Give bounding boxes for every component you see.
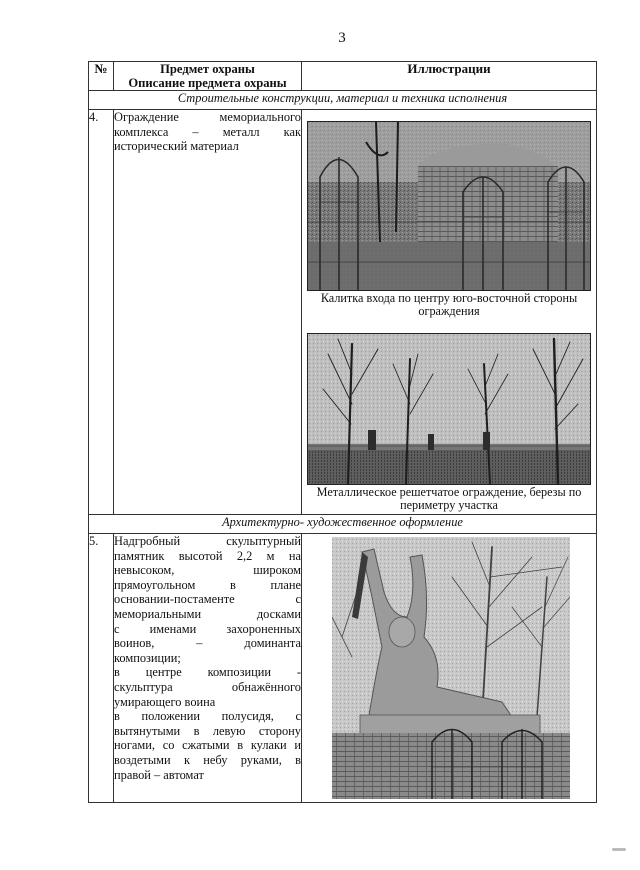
monument-photo — [332, 537, 570, 799]
caption-line: периметру участка — [400, 497, 498, 512]
gate-photo-caption — [302, 292, 596, 317]
caption-line: ограждения — [418, 303, 480, 318]
row-description — [114, 534, 302, 803]
header-subject-line2: Описание предмета охраны — [128, 76, 287, 90]
gate-photo — [307, 121, 591, 291]
description-line: вытянутыми в левую сторону — [114, 723, 301, 738]
row-number: 4. — [89, 110, 114, 515]
row-illustrations — [302, 534, 597, 803]
description-line: воинов, – доминанта — [114, 636, 301, 651]
table-row — [89, 534, 597, 803]
section-row — [89, 515, 597, 534]
header-number: № — [89, 62, 114, 91]
table-row — [89, 110, 597, 515]
description-line: воздетыми к небу руками, в — [114, 752, 301, 767]
gate-photo-image — [308, 122, 590, 290]
caption-line: Металлическое решетчатое ограждение, березы по — [316, 485, 582, 499]
section-title: Строительные конструкции, материал и техника исполнения — [89, 91, 597, 110]
description-line: в положении полусидя, с — [114, 709, 301, 724]
description-line: основании-постаменте с — [114, 592, 301, 607]
description-line: умирающего воина — [114, 694, 216, 709]
table-header-row — [89, 62, 597, 91]
description-line: памятник высотой 2,2 м на — [114, 548, 301, 563]
description-line: Надгробный скульптурный — [114, 534, 301, 548]
description-line: композиции; — [114, 650, 181, 665]
header-subject-line1: Предмет охраны — [160, 62, 255, 76]
section-row — [89, 91, 597, 110]
fence-photo — [307, 333, 591, 485]
description-line: скульптура обнажённого — [114, 679, 301, 694]
description-line: комплекса – металл как — [114, 124, 301, 139]
description-line: прямоугольном в плане — [114, 577, 301, 592]
description-line: Ограждение мемориального — [114, 110, 301, 124]
description-line: невысоком, широком — [114, 563, 301, 578]
fence-photo-image — [308, 334, 590, 484]
monument-photo-image — [332, 537, 570, 799]
header-subject — [114, 62, 302, 91]
fence-photo-caption — [302, 486, 596, 511]
protection-subject-table — [88, 61, 597, 803]
scan-speck — [612, 848, 626, 851]
page-number: 3 — [338, 30, 346, 46]
row-number: 5. — [89, 534, 114, 803]
description-line: в центре композиции - — [114, 665, 301, 680]
description-line: ногами, со сжатыми в кулаки и — [114, 738, 301, 753]
row-illustrations — [302, 110, 597, 515]
description-line: исторический материал — [114, 139, 239, 154]
description-line: мемориальными досками — [114, 606, 301, 621]
description-line: правой – автомат — [114, 767, 204, 782]
header-illustrations: Иллюстрации — [302, 62, 597, 91]
row-description — [114, 110, 302, 515]
section-title: Архитектурно- художественное оформление — [89, 515, 597, 534]
caption-line: Калитка входа по центру юго-восточной стороны — [320, 291, 578, 305]
description-line: с именами захороненных — [114, 621, 301, 636]
